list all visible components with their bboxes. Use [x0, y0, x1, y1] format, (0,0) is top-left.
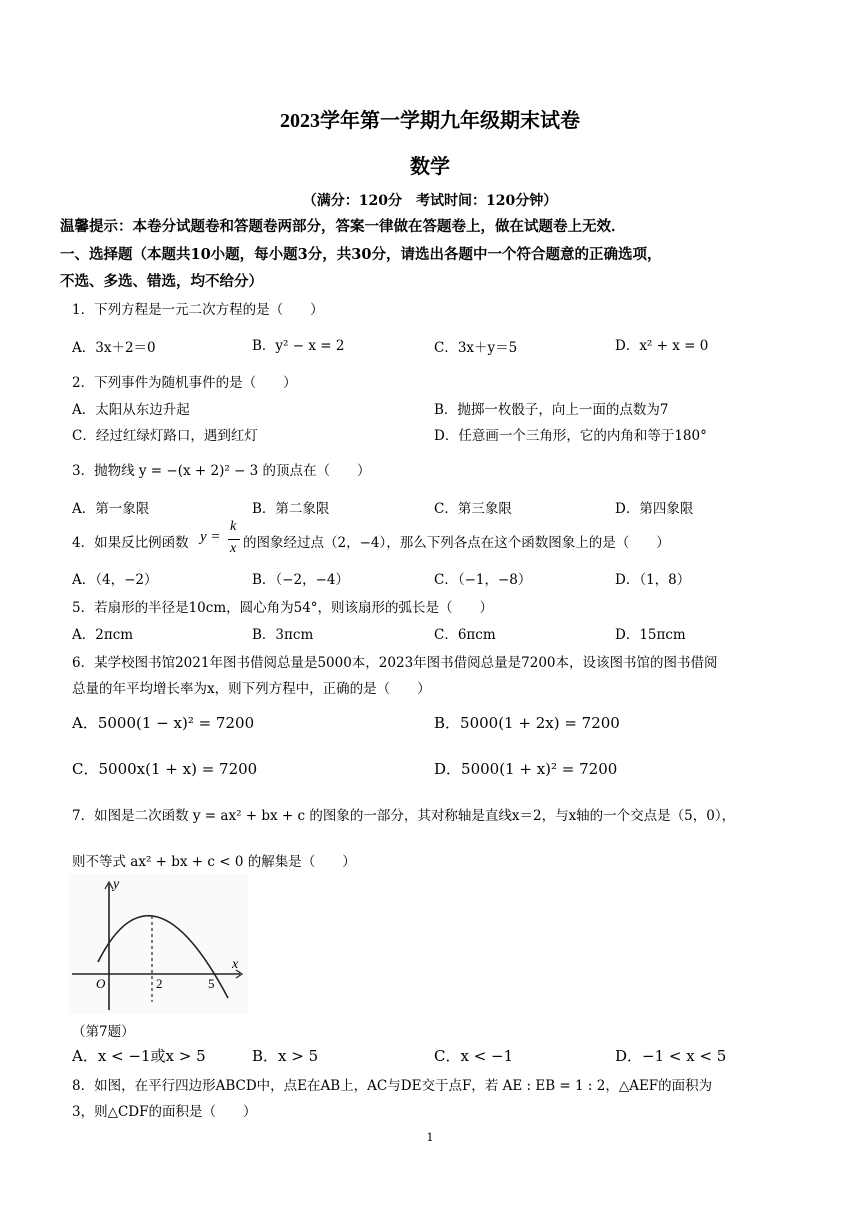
q4-option-c: C．（−1，−8） — [434, 572, 532, 588]
q8-stem-line1: 8．如图，在平行四边形ABCD中，点E在AB上，AC与DE交于点F，若 AE : EB = 1 : 2，△AEF的面积为 — [72, 1078, 713, 1094]
q1-option-d: D．x² + x = 0 — [615, 338, 709, 354]
tick-label-2: 2 — [156, 976, 163, 991]
q3-option-d: D．第四象限 — [615, 501, 694, 517]
q4-frac-lhs: y = — [200, 529, 221, 545]
q7-option-d: D．−1 < x < 5 — [615, 1047, 727, 1065]
q2-option-b: B．抛掷一枚骰子，向上一面的点数为7 — [434, 402, 669, 418]
q7-option-b: B．x > 5 — [252, 1047, 319, 1065]
q1-stem: 1．下列方程是一元二次方程的是（ ） — [72, 302, 324, 318]
page-number: 1 — [426, 1131, 434, 1144]
q6-option-d: D．5000(1 + x)² = 7200 — [434, 760, 618, 778]
q2-option-a: A．太阳从东边升起 — [72, 402, 190, 418]
q6-stem-line1: 6．某学校图书馆2021年图书借阅总量是5000本，2023年图书借阅总量是7200本，设该图书馆的图书借阅 — [72, 655, 718, 671]
q4-option-b: B．（−2，−4） — [252, 572, 349, 588]
tick-label-5: 5 — [208, 976, 215, 991]
q1-option-a: A．3x＋2＝0 — [72, 340, 156, 356]
q3-option-a: A．第一象限 — [72, 501, 150, 517]
subject-title: 数学 — [410, 156, 450, 178]
exam-title: 2023学年第一学期九年级期末试卷 — [280, 110, 580, 132]
origin-label: O — [96, 976, 106, 991]
q4-frac-numerator: k — [230, 519, 237, 534]
q7-stem-line1: 7．如图是二次函数 y = ax² + bx + c 的图象的一部分，其对称轴是直线x＝2，与x轴的一个交点是（5，0）， — [72, 808, 736, 824]
q3-option-c: C．第三象限 — [434, 501, 512, 517]
q4-option-a: A．（4，−2） — [72, 572, 158, 588]
q4-frac-denominator: x — [230, 541, 237, 556]
q5-option-b: B．3πcm — [252, 627, 314, 643]
q4-frac-bar — [228, 539, 240, 540]
q6-option-c: C．5000x(1 + x) = 7200 — [72, 760, 258, 778]
q5-option-a: A．2πcm — [72, 627, 134, 643]
q3-stem: 3．抛物线 y = −(x + 2)² − 3 的顶点在（ ） — [72, 463, 371, 479]
q2-option-d: D．任意画一个三角形，它的内角和等于180° — [434, 428, 707, 444]
tip-line: 温馨提示：本卷分试题卷和答题卷两部分，答案一律做在答题卷上，做在试题卷上无效． — [60, 218, 626, 235]
q3-option-b: B．第二象限 — [252, 501, 330, 517]
q1-option-c: C．3x＋y＝5 — [434, 340, 518, 356]
y-axis-label: y — [113, 877, 120, 892]
q6-option-a: A．5000(1 − x)² = 7200 — [72, 714, 255, 732]
q2-stem: 2．下列事件为随机事件的是（ ） — [72, 375, 297, 391]
section1-heading-cont: 不选、多选、错选，均不给分） — [60, 273, 263, 290]
q4-stem-post: 的图象经过点（2，−4），那么下列各点在这个函数图象上的是（ ） — [243, 535, 670, 551]
x-axis-label: x — [232, 957, 239, 972]
q5-option-d: D．15πcm — [615, 627, 686, 643]
q2-option-c: C．经过红绿灯路口，遇到红灯 — [72, 428, 258, 444]
q7-stem-line2: 则不等式 ax² + bx + c < 0 的解集是（ ） — [72, 854, 356, 870]
q7-option-a: A．x < −1或x > 5 — [72, 1047, 206, 1065]
q7-figure-caption: （第7题） — [72, 1024, 135, 1040]
q7-parabola-figure — [68, 874, 248, 1014]
q5-stem: 5．若扇形的半径是10cm，圆心角为54°，则该扇形的弧长是（ ） — [72, 600, 494, 616]
q7-option-c: C．x < −1 — [434, 1047, 514, 1065]
q1-option-b: B．y² − x = 2 — [252, 338, 345, 354]
q4-option-d: D．（1，8） — [615, 572, 691, 588]
q6-stem-line2: 总量的年平均增长率为x，则下列方程中，正确的是（ ） — [72, 681, 431, 697]
section1-heading: 一、选择题（本题共10小题，每小题3分，共30分，请选出各题中一个符合题意的正确选项， — [60, 246, 662, 263]
q5-option-c: C．6πcm — [434, 627, 496, 643]
figure-background — [68, 874, 248, 1014]
q4-stem-pre: 4．如果反比例函数 — [72, 535, 189, 551]
q8-stem-line2: 3，则△CDF的面积是（ ） — [72, 1104, 257, 1120]
q6-option-b: B．5000(1 + 2x) = 7200 — [434, 714, 620, 732]
score-time: （满分：120分 考试时间：120分钟） — [302, 193, 558, 209]
